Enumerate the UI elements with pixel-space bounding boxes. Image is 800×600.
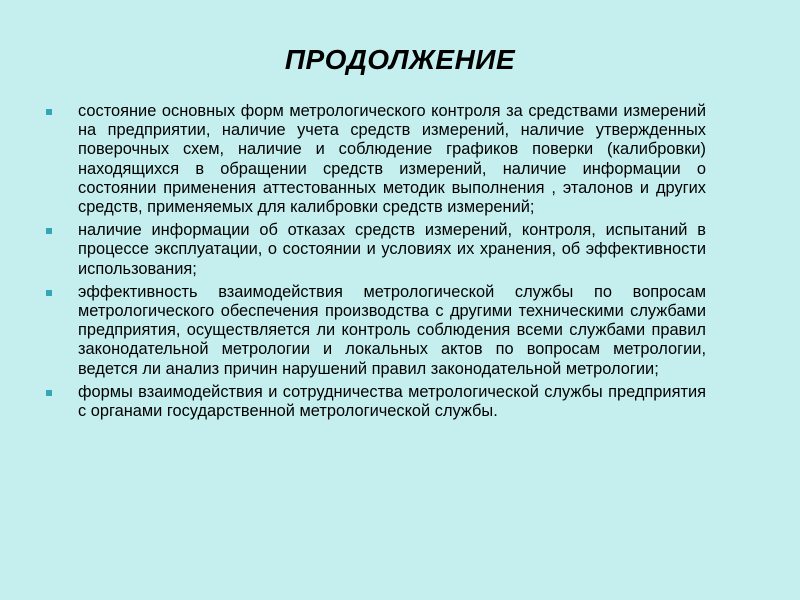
bullet-text: формы взаимодействия и сотрудничества метрологической службы предприятия с органами государственной метрологической службы. — [78, 382, 706, 421]
list-item — [46, 383, 706, 421]
square-bullet-icon — [46, 228, 52, 234]
bullet-text: состояние основных форм метрологического контроля за средствами измерений на предприятии, наличие учета средств измерений, наличие утвержденных поверочных схем, наличие и соблюдение графиков поверки (калибровки) находящихся в обращении средств измерений, наличие информации о состоянии применения аттестованных методик выполнения , эталонов и других средств, применяемых для калибровки средств измерений; — [78, 102, 706, 217]
list-item — [46, 283, 706, 379]
list-item — [46, 102, 706, 217]
slide-title: ПРОДОЛЖЕНИЕ — [284, 44, 516, 75]
list-item — [46, 221, 706, 279]
square-bullet-icon — [46, 390, 52, 396]
bullet-list — [46, 102, 706, 425]
square-bullet-icon — [46, 109, 52, 115]
bullet-text: наличие информации об отказах средств измерений, контроля, испытаний в процессе эксплуатации, о состоянии и условиях их хранения, об эффективности использования; — [78, 221, 706, 278]
bullet-text: эффективность взаимодействия метрологической службы по вопросам метрологического обеспечения производства с другими техническими службами предприятия, осуществляется ли контроль соблюдения всеми службами правил законодательной метрологии и локальных актов по вопросам метрологии, ведется ли анализ причин нарушений правил законодательной метрологии; — [78, 282, 706, 378]
square-bullet-icon — [46, 290, 52, 296]
